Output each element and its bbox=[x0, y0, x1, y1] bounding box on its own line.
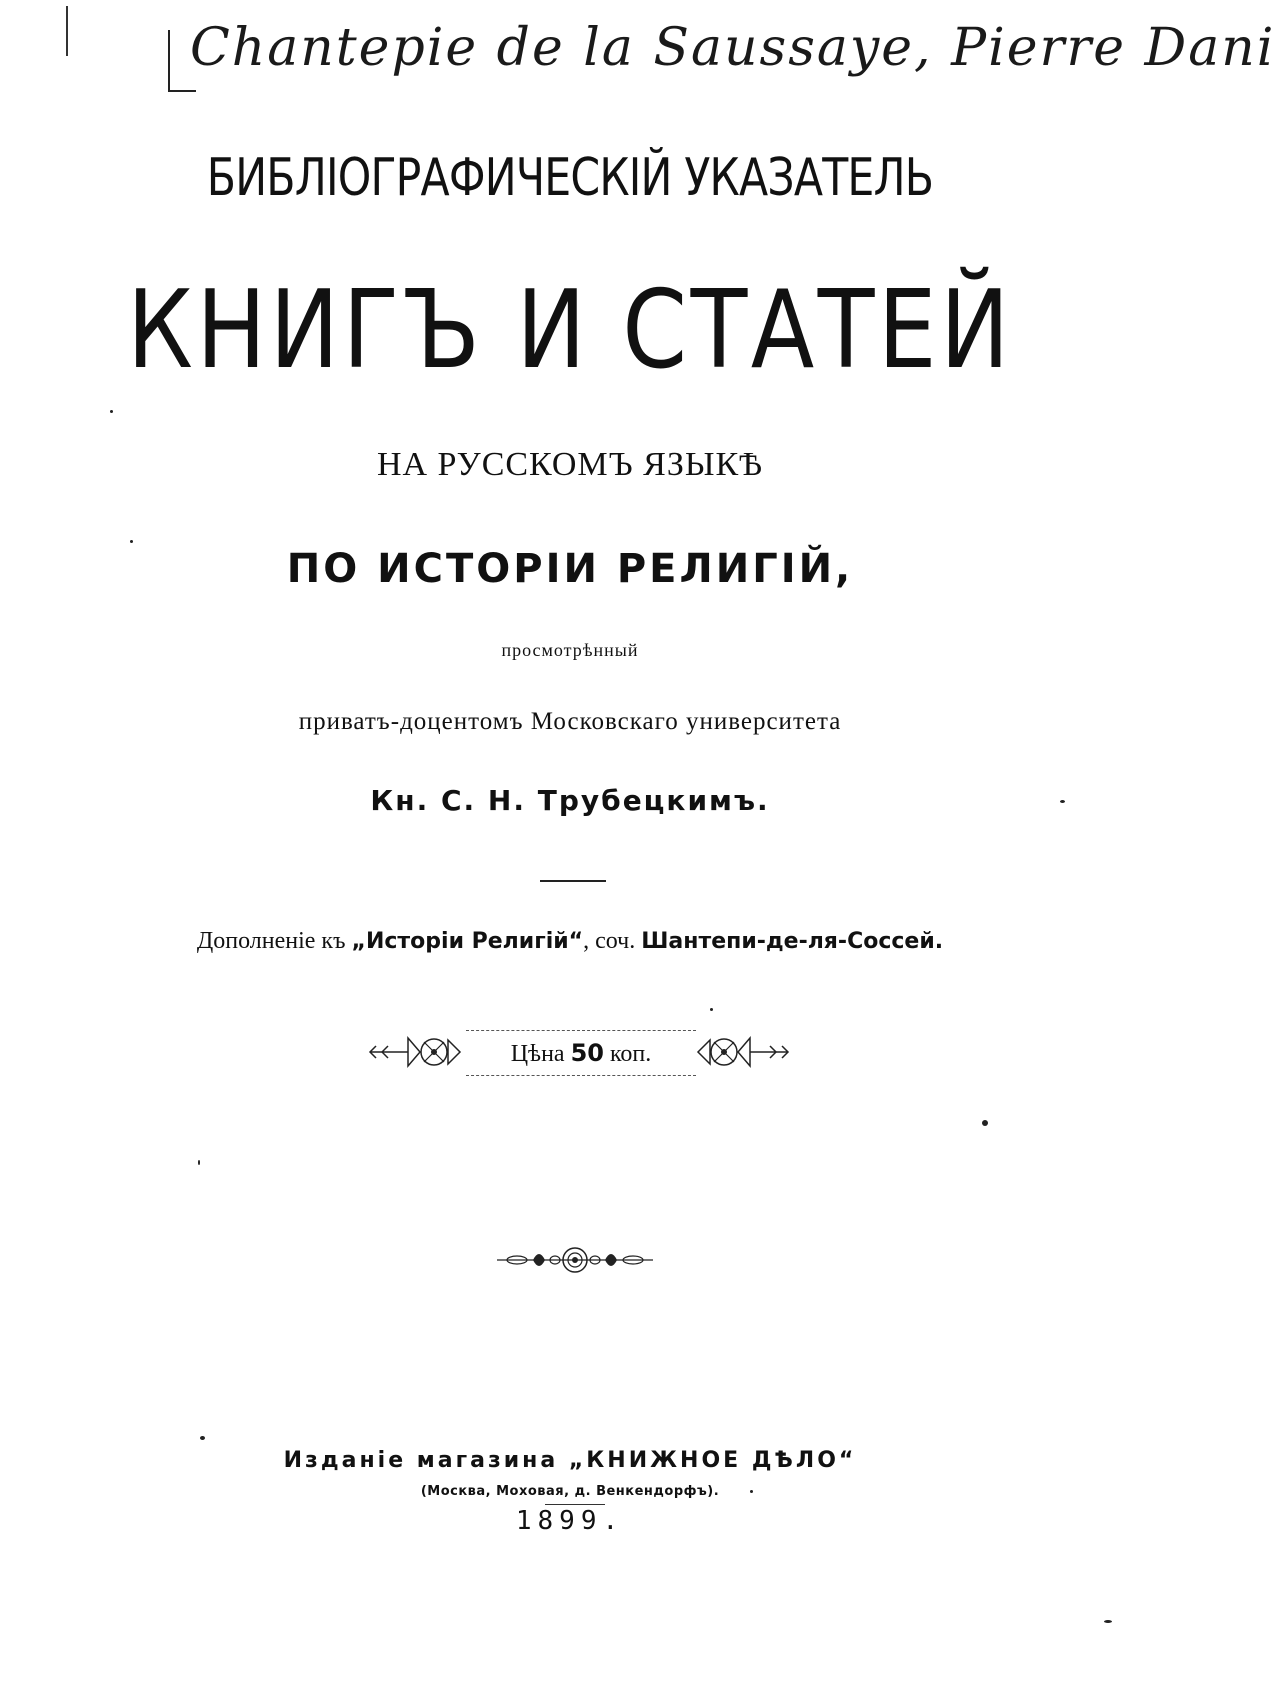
supplement-author: Шантепи-де-ля-Соссей. bbox=[641, 929, 944, 954]
supplement-prefix: Дополненіе къ bbox=[196, 928, 352, 954]
reviewer-position: приватъ-доцентомъ Московскаго университета bbox=[298, 708, 842, 735]
publication-year: 1899. bbox=[515, 1506, 625, 1536]
divider-rule bbox=[540, 880, 606, 882]
price-amount: 50 bbox=[570, 1039, 604, 1067]
left-ornament-icon bbox=[368, 1028, 468, 1076]
print-speck bbox=[750, 1490, 753, 1493]
price-row bbox=[0, 1022, 1140, 1082]
title-line-in-russian: НА РУССКОМЪ ЯЗЫКѢ bbox=[376, 446, 764, 483]
title-line-books-and-articles: КНИГЪ И СТАТЕЙ bbox=[127, 268, 1013, 393]
title-line-history-of-religions: ПО ИСТОРІИ РЕЛИГІЙ, bbox=[286, 546, 854, 592]
print-speck bbox=[1104, 1620, 1112, 1623]
price-unit: коп. bbox=[603, 1041, 652, 1067]
price-label: Цѣна bbox=[510, 1041, 571, 1067]
supplement-line bbox=[0, 928, 1140, 955]
supplement-mid: , соч. bbox=[583, 928, 642, 954]
supplement-work: „Исторіи Религій“ bbox=[351, 929, 584, 954]
price-box bbox=[466, 1030, 696, 1076]
print-speck bbox=[1060, 800, 1065, 803]
print-speck bbox=[982, 1120, 988, 1126]
publisher-address: (Москва, Моховая, д. Венкендорфъ). bbox=[420, 1484, 720, 1499]
print-speck bbox=[198, 1160, 200, 1165]
title-line-bibliographic-index: БИБЛІОГРАФИЧЕСКІЙ УКАЗАТЕЛЬ bbox=[206, 148, 934, 208]
print-speck bbox=[710, 1008, 713, 1011]
reviewer-name: Кн. С. Н. Трубецкимъ. bbox=[370, 784, 770, 817]
year-rule bbox=[545, 1504, 605, 1505]
print-speck bbox=[130, 540, 133, 543]
print-speck bbox=[110, 410, 113, 413]
publisher-line: Изданіе магазина „КНИЖНОЕ ДѢЛО“ bbox=[283, 1448, 857, 1473]
margin-mark bbox=[66, 6, 68, 56]
reviewed-label: просмотрѣнный bbox=[501, 640, 639, 660]
print-speck bbox=[200, 1436, 205, 1440]
vignette-ornament-icon bbox=[495, 1240, 655, 1280]
handwritten-note: Chantepie de la Saussaye, Pierre Dani bbox=[190, 18, 1275, 78]
right-ornament-icon bbox=[690, 1028, 790, 1076]
